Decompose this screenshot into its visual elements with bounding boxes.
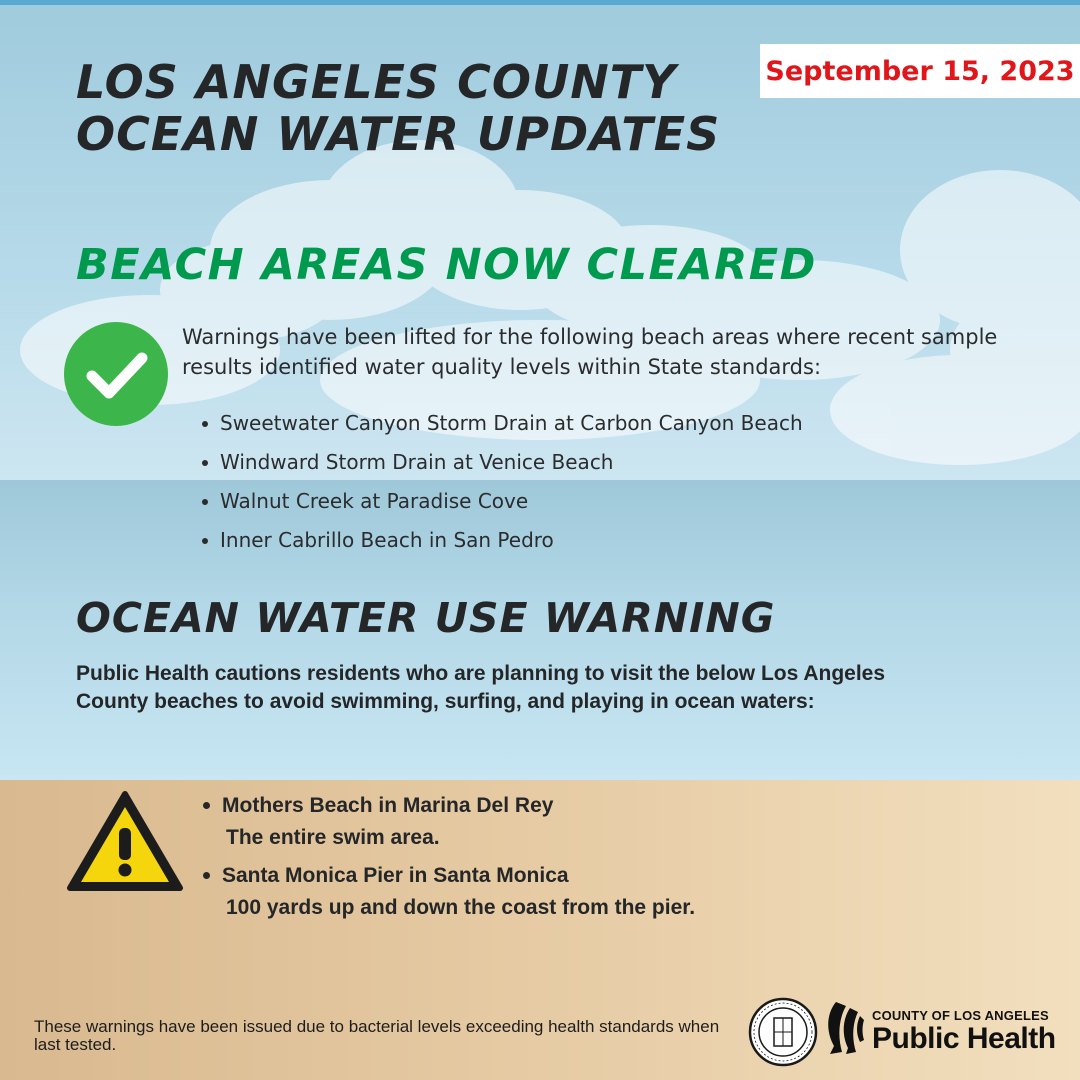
checkmark-circle-icon (64, 322, 168, 426)
list-item (200, 790, 695, 854)
cleared-heading: BEACH AREAS NOW CLEARED (76, 240, 817, 290)
warning-intro: Public Health cautions residents who are planning to visit the below Los Angeles County beaches to avoid swimming, surfing, and playing in ocean waters: (76, 662, 886, 713)
warning-item-detail: 100 yards up and down the coast from the pier. (226, 896, 696, 919)
footnote: These warnings have been issued due to bacterial levels exceeding health standards when last tested. (34, 1017, 720, 1054)
logo-name-text: Public Health (872, 1022, 1056, 1055)
warning-list (200, 790, 695, 930)
list-item: Windward Storm Drain at Venice Beach (200, 443, 803, 482)
top-border (0, 0, 1080, 5)
warning-item-name: Santa Monica Pier in Santa Monica (222, 864, 569, 887)
list-item: Walnut Creek at Paradise Cove (200, 482, 803, 521)
title-line-1: LOS ANGELES COUNTY (76, 55, 677, 109)
cleared-intro: Warnings have been lifted for the following beach areas where recent sample results identified water quality levels within State standards: (182, 325, 998, 379)
list-item: Inner Cabrillo Beach in San Pedro (200, 521, 803, 560)
warning-item-name: Mothers Beach in Marina Del Rey (222, 794, 554, 817)
warning-item-detail: The entire swim area. (226, 826, 440, 849)
cleared-list (200, 404, 803, 560)
county-seal-icon (748, 996, 818, 1068)
warning-heading: OCEAN WATER USE WARNING (76, 594, 776, 642)
date-box (760, 44, 1080, 98)
logo-county-text: COUNTY OF LOS ANGELES (872, 1008, 1049, 1023)
title-line-2: OCEAN WATER UPDATES (76, 107, 721, 161)
list-item: Sweetwater Canyon Storm Drain at Carbon Canyon Beach (200, 404, 803, 443)
date-label: September 15, 2023 (765, 55, 1075, 87)
warning-triangle-icon (66, 790, 184, 892)
list-item (200, 860, 695, 924)
page-title (76, 56, 720, 160)
